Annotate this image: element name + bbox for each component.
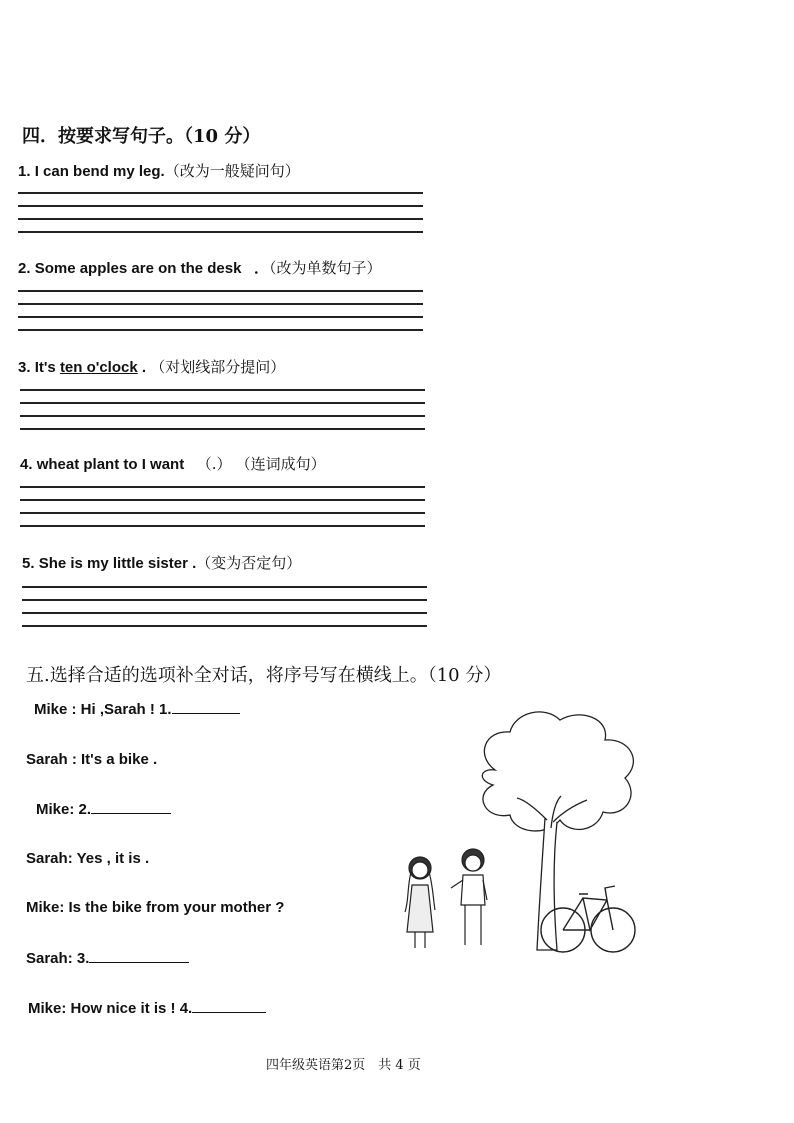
tree-icon xyxy=(482,712,633,950)
question-2: 2. Some apples are on the desk ．（改为单数句子） xyxy=(18,259,382,277)
blank-2[interactable] xyxy=(91,812,171,814)
section-5-title: 五.选择合适的选项补全对话，将序号写在横线上。（10 分） xyxy=(26,665,502,686)
dialogue-line-3: Mike: 2. xyxy=(36,801,171,818)
boy-icon xyxy=(451,849,487,945)
answer-lines-1[interactable] xyxy=(18,192,423,244)
question-1: 1. I can bend my leg.（改为一般疑问句） xyxy=(18,162,300,180)
blank-4[interactable] xyxy=(192,1011,266,1013)
answer-lines-5[interactable] xyxy=(22,586,427,638)
dialogue-line-7: Mike: How nice it is ! 4. xyxy=(28,1000,266,1017)
question-3: 3. It's ten o'clock . （对划线部分提问） xyxy=(18,358,286,376)
dialogue-line-4: Sarah: Yes , it is . xyxy=(26,850,150,867)
blank-3[interactable] xyxy=(89,961,189,963)
girl-icon xyxy=(405,857,435,948)
dialogue-line-6: Sarah: 3. xyxy=(26,950,189,967)
answer-lines-2[interactable] xyxy=(18,290,423,342)
section-4-title: 四．按要求写句子。（10 分） xyxy=(22,126,261,147)
question-5: 5. She is my little sister .（变为否定句） xyxy=(22,554,302,572)
answer-lines-4[interactable] xyxy=(20,486,425,538)
illustration-kids-tree-bike xyxy=(385,700,650,965)
dialogue-line-5: Mike: Is the bike from your mother ? xyxy=(26,899,285,916)
blank-1[interactable] xyxy=(172,712,240,714)
dialogue-line-2: Sarah : It's a bike . xyxy=(26,751,158,768)
question-4: 4. wheat plant to I want （.） （连词成句） xyxy=(20,455,326,473)
answer-lines-3[interactable] xyxy=(20,389,425,441)
page-footer: 四年级英语第2页 共 4 页 xyxy=(266,1058,421,1073)
dialogue-line-1: Mike : Hi ,Sarah ! 1. xyxy=(34,701,240,718)
